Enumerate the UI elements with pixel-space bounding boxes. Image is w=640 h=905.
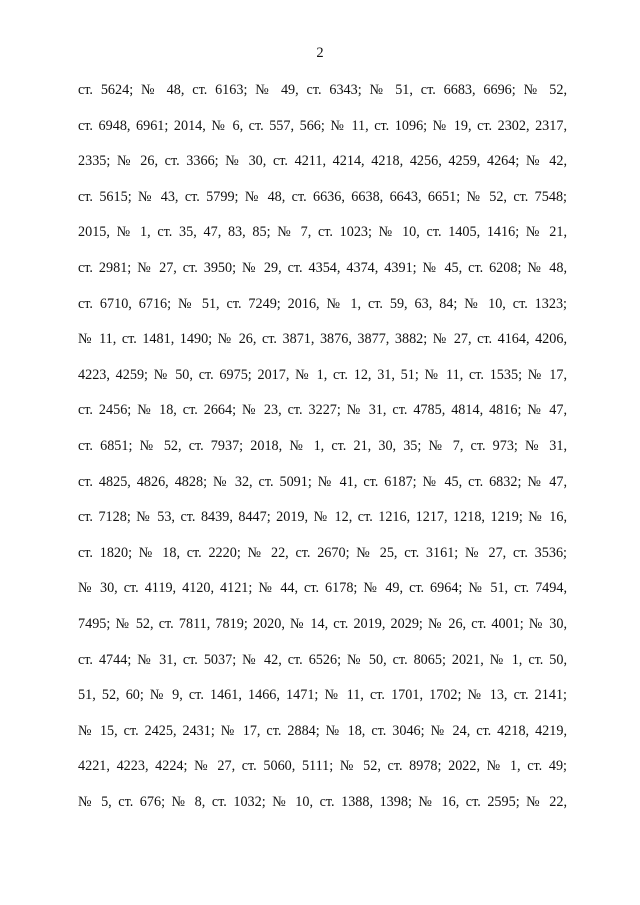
text-line-17: ст. 4744; № 31, ст. 5037; № 42, ст. 6526; № 50, ст. 8065; 2021, № 1, ст. 50, [78,651,567,668]
text-line-6: ст. 2981; № 27, ст. 3950; № 29, ст. 4354, 4374, 4391; № 45, ст. 6208; № 48, [78,259,567,276]
text-line-19: № 15, ст. 2425, 2431; № 17, ст. 2884; № 18, ст. 3046; № 24, ст. 4218, 4219, [78,722,567,739]
page-number: 2 [316,45,324,61]
text-line-7: ст. 6710, 6716; № 51, ст. 7249; 2016, № 1, ст. 59, 63, 84; № 10, ст. 1323; [78,295,567,312]
text-line-18: 51, 52, 60; № 9, ст. 1461, 1466, 1471; № 11, ст. 1701, 1702; № 13, ст. 2141; [78,687,567,704]
text-line-16: 7495; № 52, ст. 7811, 7819; 2020, № 14, ст. 2019, 2029; № 26, ст. 4001; № 30, [78,615,567,632]
text-line-15: № 30, ст. 4119, 4120, 4121; № 44, ст. 6178; № 49, ст. 6964; № 51, ст. 7494, [78,580,567,597]
text-line-12: ст. 4825, 4826, 4828; № 32, ст. 5091; № 41, ст. 6187; № 45, ст. 6832; № 47, [78,473,567,490]
text-line-2: ст. 6948, 6961; 2014, № 6, ст. 557, 566; № 11, ст. 1096; № 19, ст. 2302, 2317, [78,117,567,134]
text-line-11: ст. 6851; № 52, ст. 7937; 2018, № 1, ст. 21, 30, 35; № 7, ст. 973; № 31, [78,437,567,454]
text-line-10: ст. 2456; № 18, ст. 2664; № 23, ст. 3227; № 31, ст. 4785, 4814, 4816; № 47, [78,402,567,419]
text-line-14: ст. 1820; № 18, ст. 2220; № 22, ст. 2670; № 25, ст. 3161; № 27, ст. 3536; [78,544,567,561]
text-line-21: № 5, ст. 676; № 8, ст. 1032; № 10, ст. 1388, 1398; № 16, ст. 2595; № 22, [78,793,567,810]
body-text [78,80,567,827]
text-line-3: 2335; № 26, ст. 3366; № 30, ст. 4211, 4214, 4218, 4256, 4259, 4264; № 42, [78,153,567,170]
text-line-5: 2015, № 1, ст. 35, 47, 83, 85; № 7, ст. 1023; № 10, ст. 1405, 1416; № 21, [78,224,567,241]
text-line-8: № 11, ст. 1481, 1490; № 26, ст. 3871, 3876, 3877, 3882; № 27, ст. 4164, 4206, [78,331,567,348]
text-line-13: ст. 7128; № 53, ст. 8439, 8447; 2019, № 12, ст. 1216, 1217, 1218, 1219; № 16, [78,509,567,526]
text-line-1: ст. 5624; № 48, ст. 6163; № 49, ст. 6343; № 51, ст. 6683, 6696; № 52, [78,82,567,98]
text-line-20: 4221, 4223, 4224; № 27, ст. 5060, 5111; № 52, ст. 8978; 2022, № 1, ст. 49; [78,758,567,775]
text-line-4: ст. 5615; № 43, ст. 5799; № 48, ст. 6636, 6638, 6643, 6651; № 52, ст. 7548; [78,188,567,205]
text-line-9: 4223, 4259; № 50, ст. 6975; 2017, № 1, ст. 12, 31, 51; № 11, ст. 1535; № 17, [78,366,567,383]
